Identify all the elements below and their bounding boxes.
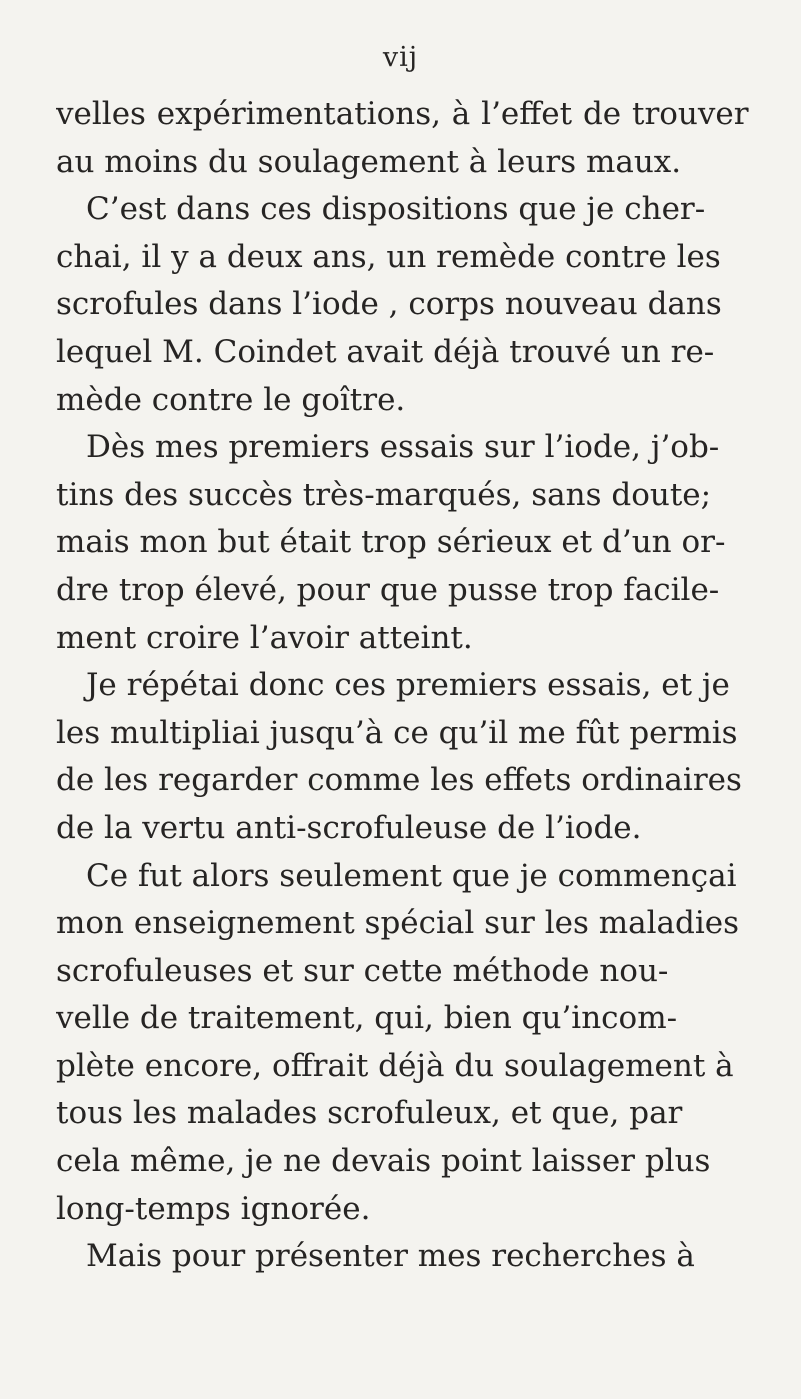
text-line: lequel M. Coindet avait déjà trouvé un re- [56, 333, 715, 370]
text-line: mais mon but était trop sérieux et d’un or- [56, 524, 726, 561]
page-number: vij [382, 42, 419, 73]
text-line: de les regarder comme les effets ordinaires [56, 762, 742, 799]
text-line: plète encore, offrait déjà du soulagement à [56, 1047, 734, 1084]
text-line: C’est dans ces dispositions que je cher- [86, 191, 706, 228]
text-line: Je répétai donc ces premiers essais, et je [86, 667, 730, 704]
text-line: Ce fut alors seulement que je commençai [86, 857, 737, 894]
text-line: velle de traitement, qui, bien qu’incom- [56, 1000, 678, 1037]
text-line: cela même, je ne devais point laisser plus [56, 1143, 711, 1180]
text-line: scrofuleuses et sur cette méthode nou- [56, 952, 669, 989]
text-line: ment croire l’avoir atteint. [56, 619, 473, 656]
text-line: mon enseignement spécial sur les maladies [56, 905, 740, 942]
text-line: Dès mes premiers essais sur l’iode, j’ob- [86, 429, 720, 466]
text-line: tins des succès très-marqués, sans doute; [56, 476, 712, 513]
text-line: long-temps ignorée. [56, 1190, 371, 1227]
text-line: scrofules dans l’iode , corps nouveau dans [56, 286, 722, 323]
text-line: les multipliai jusqu’à ce qu’il me fût permis [56, 714, 738, 751]
text-line: mède contre le goître. [56, 381, 406, 418]
body-text [56, 91, 752, 1281]
text-line: au moins du soulagement à leurs maux. [56, 143, 682, 180]
text-line: tous les malades scrofuleux, et que, par [56, 1095, 683, 1132]
text-line: dre trop élevé, pour que pusse trop facile- [56, 571, 720, 608]
text-line: de la vertu anti-scrofuleuse de l’iode. [56, 809, 642, 846]
text-line: chai, il y a deux ans, un remède contre les [56, 238, 721, 275]
text-line: velles expérimentations, à l’effet de trouver [56, 96, 749, 132]
text-line: Mais pour présenter mes recherches à [86, 1238, 695, 1275]
